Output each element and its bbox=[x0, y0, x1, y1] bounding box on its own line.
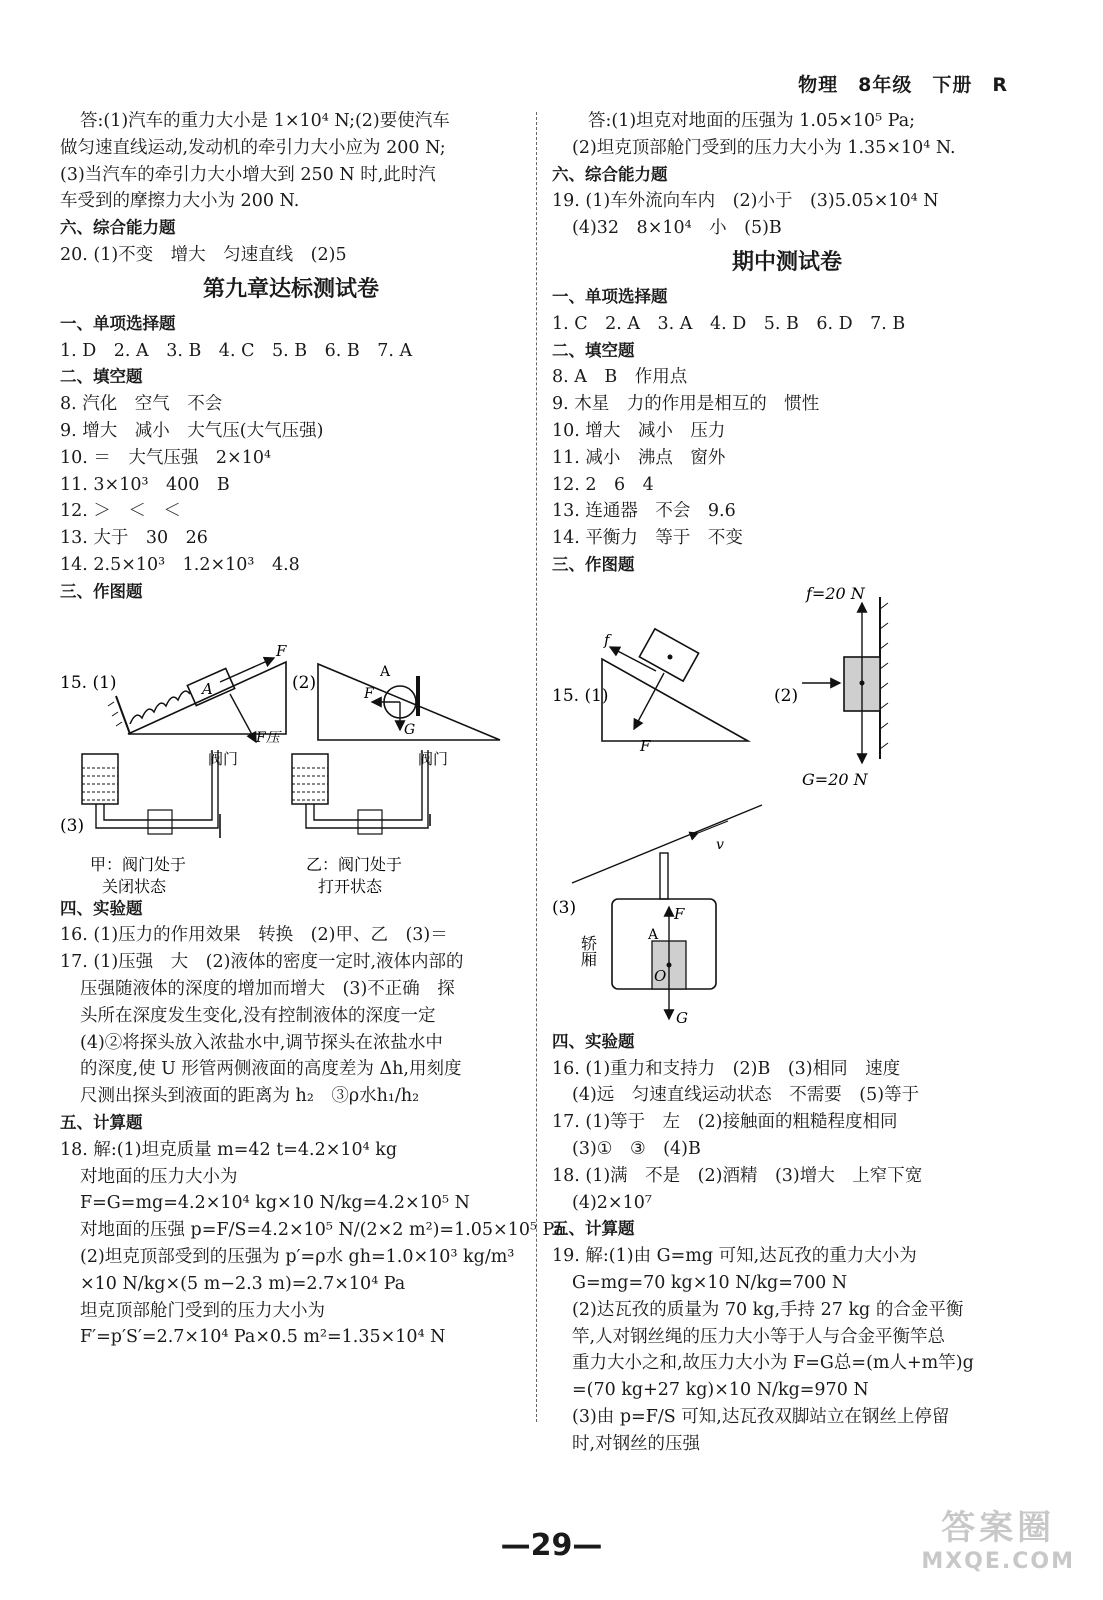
section-heading: 四、实验题 bbox=[60, 898, 143, 918]
answer-line: (4)远 匀速直线运动状态 不需要 (5)等于 bbox=[572, 1085, 920, 1106]
figure-right-15-1-2 bbox=[552, 579, 1022, 801]
page-number: —29— bbox=[500, 1528, 603, 1563]
midterm-title: 期中测试卷 bbox=[731, 249, 842, 275]
section-heading: 一、单项选择题 bbox=[60, 313, 176, 333]
answer-line: 1. D 2. A 3. B 4. C 5. B 6. B 7. A bbox=[60, 340, 413, 361]
label-a: A bbox=[202, 679, 213, 698]
answer-line: 对地面的压力大小为 bbox=[80, 1166, 238, 1187]
section-heading: 五、计算题 bbox=[60, 1112, 143, 1132]
answer-line: (4)2×10⁷ bbox=[572, 1192, 652, 1213]
section-heading: 四、实验题 bbox=[552, 1031, 635, 1051]
answer-line: 12. ＞ ＜ ＜ bbox=[60, 501, 181, 522]
pressure-arrow bbox=[634, 673, 664, 729]
answer-line: 19. 解:(1)由 G=mg 可知,达瓦孜的重力大小为 bbox=[552, 1246, 917, 1267]
wall bbox=[116, 696, 130, 734]
pipe bbox=[96, 750, 218, 828]
answer-line: F′=p′S′=2.7×10⁴ Pa×0.5 m²=1.35×10⁴ N bbox=[80, 1327, 446, 1348]
watermark-line1: 答案圈 bbox=[941, 1508, 1056, 1548]
answer-line: 重力大小之和,故压力大小为 F=G总=(m人+m竿)g bbox=[572, 1353, 974, 1374]
section-heading: 六、综合能力题 bbox=[552, 164, 668, 184]
q15-2-label: (2) bbox=[292, 672, 317, 693]
answer-line: (3)当汽车的牵引力大小增大到 250 N 时,此时汽 bbox=[60, 164, 436, 185]
answer-line: 20. (1)不变 增大 匀速直线 (2)5 bbox=[60, 244, 347, 265]
q15-3-label: (3) bbox=[60, 815, 85, 836]
section-heading: 二、填空题 bbox=[60, 367, 143, 387]
answer-line: 16. (1)重力和支持力 (2)B (3)相同 速度 bbox=[552, 1058, 901, 1079]
answer-line: 18. (1)满 不是 (2)酒精 (3)增大 上窄下宽 bbox=[552, 1165, 923, 1186]
section-heading: 六、综合能力题 bbox=[60, 218, 176, 238]
answer-line: 竿,人对钢丝绳的压力大小等于人与合金平衡竿总 bbox=[572, 1326, 946, 1347]
answer-line: (2)达瓦孜的质量为 70 kg,手持 27 kg 的合金平衡 bbox=[572, 1299, 964, 1320]
answer-line: 13. 连通器 不会 9.6 bbox=[552, 501, 736, 522]
answer-line: 答:(1)坦克对地面的压强为 1.05×10⁵ Pa; bbox=[588, 111, 916, 131]
label-f: F bbox=[276, 641, 287, 660]
incline bbox=[128, 662, 286, 734]
label-g20: G=20 N bbox=[802, 769, 868, 789]
caption: 关闭状态 bbox=[102, 876, 167, 896]
answer-line: 坦克顶部舱门受到的压力大小为 bbox=[80, 1300, 325, 1321]
answer-line: 答:(1)汽车的重力大小是 1×10⁴ N;(2)要使汽车 bbox=[80, 111, 450, 131]
label-a: A bbox=[648, 926, 659, 943]
container bbox=[82, 754, 118, 804]
figure-left-15-1-2 bbox=[60, 606, 522, 746]
watermark-line2: MXQE.COM bbox=[921, 1549, 1075, 1574]
q15-1-label: 15. (1) bbox=[60, 672, 117, 693]
answer-line: 17. (1)等于 左 (2)接触面的粗糙程度相同 bbox=[552, 1112, 898, 1133]
answer-line: 19. (1)车外流向车内 (2)小于 (3)5.05×10⁴ N bbox=[552, 191, 939, 212]
figure-right-15-3 bbox=[552, 801, 1022, 1029]
answer-line: ×10 N/kg×(5 m−2.3 m)=2.7×10⁴ Pa bbox=[80, 1273, 406, 1294]
chapter-title: 第九章达标测试卷 bbox=[202, 276, 379, 302]
center-dot bbox=[668, 654, 673, 659]
pipe bbox=[306, 750, 428, 828]
answer-line: 10. ＝ 大气压强 2×10⁴ bbox=[60, 447, 271, 468]
label-o: O bbox=[654, 966, 667, 985]
label-f: F bbox=[640, 736, 651, 755]
answer-line: 做匀速直线运动,发动机的牵引力大小应为 200 N; bbox=[60, 137, 446, 158]
answer-line: 11. 减小 沸点 窗外 bbox=[552, 447, 726, 468]
velocity-arrow bbox=[698, 821, 728, 833]
answer-line: 14. 平衡力 等于 不变 bbox=[552, 528, 743, 549]
answer-line: G=mg=70 kg×10 N/kg=700 N bbox=[572, 1272, 848, 1293]
label-f: F bbox=[364, 685, 374, 702]
label-fpress: F压 bbox=[256, 729, 280, 746]
label-a: A bbox=[380, 663, 391, 680]
answer-line: 12. 2 6 4 bbox=[552, 474, 654, 495]
q15-2-label: (2) bbox=[774, 685, 799, 706]
q15-1-label: 15. (1) bbox=[552, 685, 609, 706]
answer-line: 对地面的压强 p=F/S=4.2×10⁵ N/(2×2 m²)=1.05×10⁵ Pa bbox=[80, 1220, 564, 1241]
wall-hatch bbox=[880, 603, 888, 749]
answer-line: (2)坦克顶部受到的压强为 p′=ρ水 gh=1.0×10³ kg/m³ bbox=[80, 1246, 515, 1267]
label-f20: f=20 N bbox=[806, 583, 865, 603]
answer-line: (3)由 p=F/S 可知,达瓦孜双脚站立在钢丝上停留 bbox=[572, 1406, 950, 1427]
section-heading: 五、计算题 bbox=[552, 1219, 635, 1239]
section-heading: 三、作图题 bbox=[60, 581, 143, 601]
answer-line: 的深度,使 U 形管两侧液面的高度差为 Δh,用刻度 bbox=[80, 1059, 462, 1080]
answer-line: 11. 3×10³ 400 B bbox=[60, 474, 230, 495]
answer-line: 10. 增大 减小 压力 bbox=[552, 420, 726, 441]
gauge bbox=[358, 810, 382, 834]
answer-line: 1. C 2. A 3. A 4. D 5. B 6. D 7. B bbox=[552, 313, 906, 334]
container bbox=[292, 754, 328, 804]
watermark bbox=[921, 1500, 1075, 1574]
label-v: v bbox=[716, 836, 724, 853]
answer-line: (2)坦克顶部舱门受到的压力大小为 1.35×10⁴ N. bbox=[572, 137, 956, 158]
caption: 打开状态 bbox=[318, 876, 383, 896]
answer-line: 9. 木星 力的作用是相互的 惯性 bbox=[552, 394, 820, 415]
answer-line: (4)32 8×10⁴ 小 (5)B bbox=[572, 218, 782, 239]
answer-line: 14. 2.5×10³ 1.2×10³ 4.8 bbox=[60, 554, 300, 575]
answer-line: (3)① ③ (4)B bbox=[572, 1138, 701, 1159]
answer-line: =(70 kg+27 kg)×10 N/kg=970 N bbox=[572, 1380, 869, 1401]
answer-line: 18. 解:(1)坦克质量 m=42 t=4.2×10⁴ kg bbox=[60, 1139, 398, 1160]
label-f: F bbox=[674, 904, 685, 923]
answer-line: 17. (1)压强 大 (2)液体的密度一定时,液体内部的 bbox=[60, 952, 464, 973]
answer-line: (4)②将探头放入浓盐水中,调节探头在浓盐水中 bbox=[80, 1032, 443, 1053]
figure-left-15-3 bbox=[60, 746, 522, 896]
answer-line: 16. (1)压力的作用效果 转换 (2)甲、乙 (3)＝ bbox=[60, 925, 448, 946]
answer-line: F=G=mg=4.2×10⁴ kg×10 N/kg=4.2×10⁵ N bbox=[80, 1193, 470, 1214]
left-column bbox=[60, 108, 564, 1351]
incline bbox=[602, 659, 748, 741]
label-g: G bbox=[404, 721, 416, 738]
gauge bbox=[148, 810, 172, 834]
cabin-label: 轿厢 bbox=[578, 934, 598, 967]
section-heading: 三、作图题 bbox=[552, 554, 635, 574]
answer-line: 尺测出探头到液面的距离为 h₂ ③ρ水h₁/h₂ bbox=[80, 1086, 420, 1107]
answer-line: 8. A B 作用点 bbox=[552, 367, 688, 388]
water bbox=[292, 768, 328, 800]
right-column bbox=[552, 108, 1022, 1458]
answer-line: 车受到的摩擦力大小为 200 N. bbox=[60, 191, 300, 212]
answer-line: 13. 大于 30 26 bbox=[60, 528, 208, 549]
page-header: 物理 8年级 下册 R bbox=[798, 74, 1008, 96]
hanger bbox=[660, 853, 668, 899]
cable bbox=[572, 805, 762, 883]
answer-line: 压强随液体的深度的增加而增大 (3)不正确 探 bbox=[80, 978, 455, 999]
section-heading: 一、单项选择题 bbox=[552, 286, 668, 306]
answer-line: 8. 汽化 空气 不会 bbox=[60, 394, 223, 415]
q15-3-label: (3) bbox=[552, 897, 577, 918]
label-f: f bbox=[604, 630, 610, 649]
answer-line: 头所在深度发生变化,没有控制液体的深度一定 bbox=[80, 1005, 436, 1026]
caption: 乙：阀门处于 bbox=[306, 854, 403, 874]
answer-line: 9. 增大 减小 大气压(大气压强) bbox=[60, 420, 324, 441]
valve-label: 阀门 bbox=[208, 749, 239, 768]
section-heading: 二、填空题 bbox=[552, 340, 635, 360]
force-arrow bbox=[220, 658, 274, 682]
label-g: G bbox=[676, 1008, 688, 1027]
caption: 甲：阀门处于 bbox=[90, 854, 187, 874]
valve-label: 阀门 bbox=[418, 749, 449, 768]
water bbox=[82, 768, 118, 800]
answer-line: 时,对钢丝的压强 bbox=[572, 1433, 701, 1454]
